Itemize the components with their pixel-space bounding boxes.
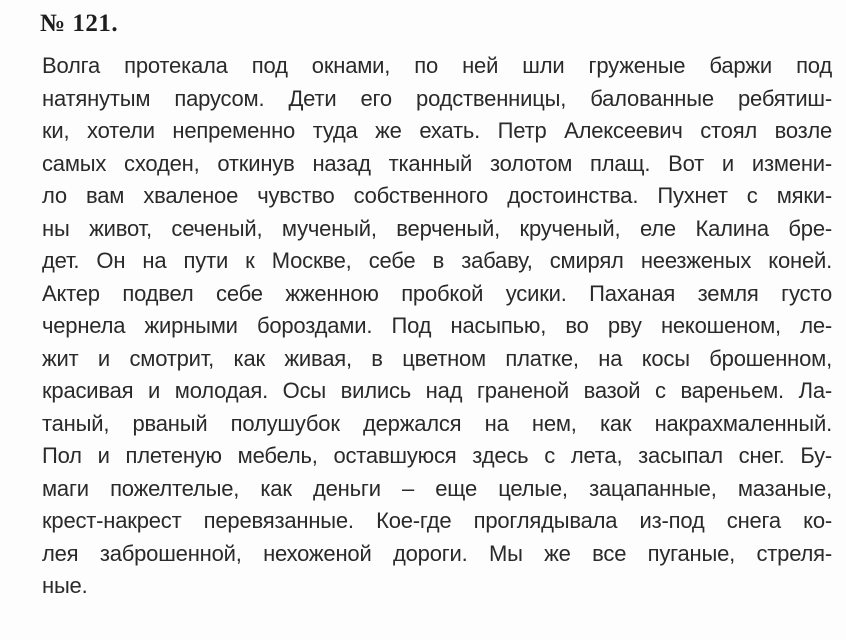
text-line: жит и смотрит, как живая, в цветном платке, на косы брошенном, xyxy=(42,345,832,371)
text-line: самых сходен, откинув назад тканный золотом плащ. Вот и измени- xyxy=(42,150,832,176)
text-line: лея заброшенной, нехоженой дороги. Мы же все пуганые, стреля- xyxy=(42,540,832,566)
text-line: ны живот, сеченый, мученый, верченый, крученый, еле Калина бре- xyxy=(42,215,832,241)
exercise-text xyxy=(42,50,832,603)
text-line: ные. xyxy=(42,573,88,598)
exercise-number: № 121. xyxy=(40,10,119,37)
text-line: красивая и молодая. Осы вились над граненой вазой с вареньем. Ла- xyxy=(42,378,832,403)
text-line: ло вам хваленое чувство собственного достоинства. Пухнет с мяки- xyxy=(42,183,832,208)
text-line: ки, хотели непременно туда же ехать. Петр Алексеевич стоял возле xyxy=(42,118,832,143)
text-line: дет. Он на пути к Москве, себе в забаву, смирял неезженых коней. xyxy=(42,248,832,273)
text-line: таный, рваный полушубок держался на нем, как накрахмаленный. xyxy=(42,410,832,436)
text-line: Пол и плетеную мебель, оставшуюся здесь с лета, засыпал снег. Бу- xyxy=(42,443,832,468)
text-line: Актер подвел себе жженною пробкой усики. Паханая земля густо xyxy=(42,280,832,306)
text-line: маги пожелтелые, как деньги – еще целые, зацапанные, мазаные, xyxy=(42,475,832,501)
text-line: Волга протекала под окнами, по ней шли груженые баржи под xyxy=(42,53,832,78)
text-line: натянутым парусом. Дети его родственницы, балованные ребятиш- xyxy=(42,85,832,111)
text-line: чернела жирными бороздами. Под насыпью, во рву некошеном, ле- xyxy=(42,313,832,338)
text-line: крест-накрест перевязанные. Кое-где проглядывала из-под снега ко- xyxy=(42,508,832,533)
